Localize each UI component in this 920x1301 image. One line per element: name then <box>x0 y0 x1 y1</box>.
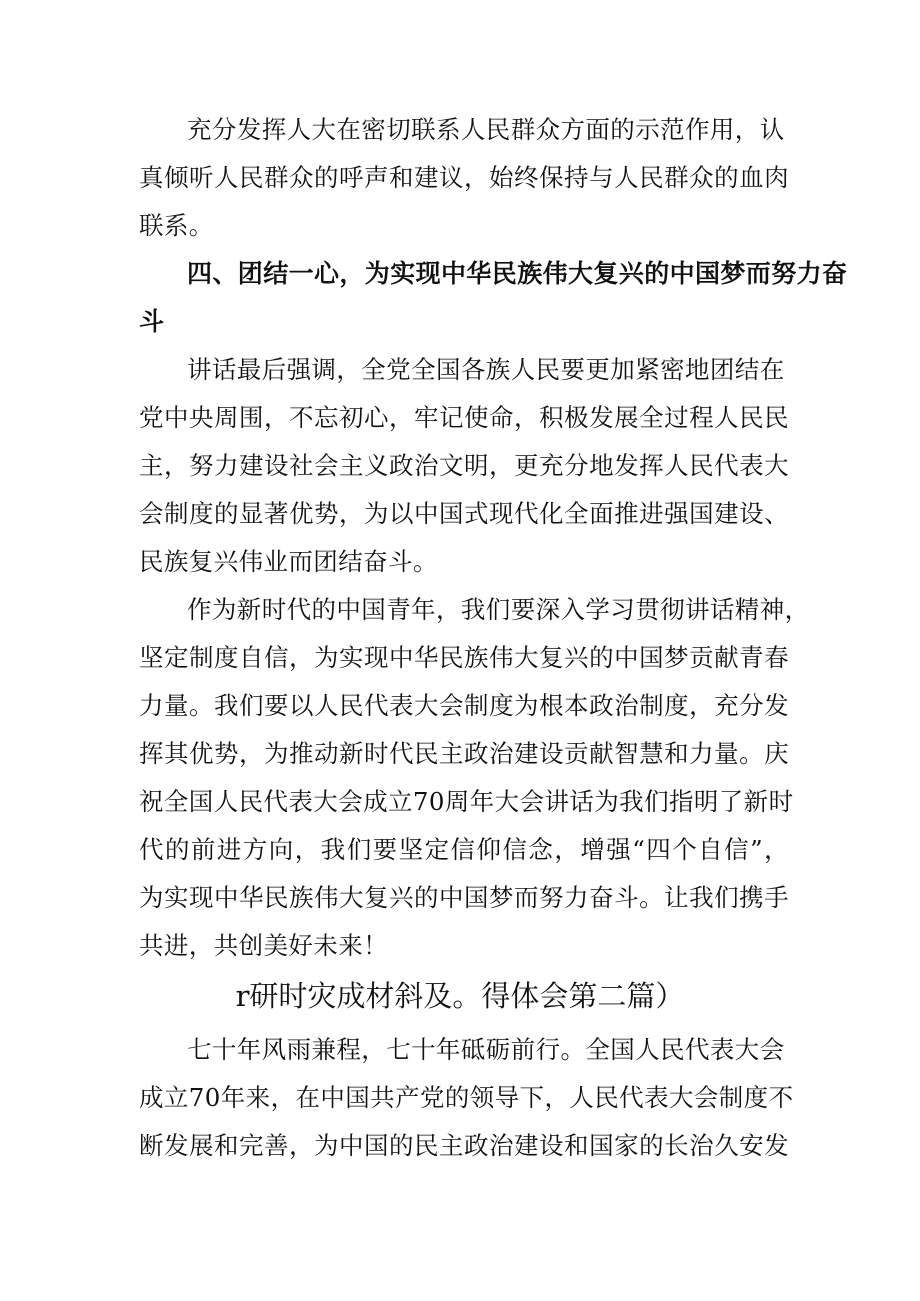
paragraph-line: 代的前进方向，我们要坚定信仰信念，增强“四个自信”， <box>139 835 789 864</box>
paragraph-line: 为实现中华民族伟大复兴的中国梦而努力奋斗。让我们携手 <box>139 883 789 912</box>
paragraph-line: 民族复兴伟业而团结奋斗。 <box>139 547 438 576</box>
paragraph-line: 党中央周围，不忘初心，牢记使命，积极发展全过程人民民 <box>139 403 789 432</box>
paragraph-line: 讲话最后强调，全党全国各族人民要更加紧密地团结在 <box>187 355 785 384</box>
paragraph-line: 真倾听人民群众的呼声和建议，始终保持与人民群众的血肉 <box>139 163 789 192</box>
paragraph-line: 力量。我们要以人民代表大会制度为根本政治制度，充分发 <box>139 691 789 720</box>
paragraph-line: 充分发挥人大在密切联系人民群众方面的示范作用，认 <box>187 115 785 144</box>
paragraph-line: 七十年风雨兼程，七十年砥砺前行。全国人民代表大会 <box>187 1035 785 1064</box>
paragraph-line: 会制度的显著优势，为以中国式现代化全面推进强国建设、 <box>139 499 789 528</box>
paragraph-line: 断发展和完善，为中国的民主政治建设和国家的长治久安发 <box>139 1131 789 1160</box>
paragraph-line: 作为新时代的中国青年，我们要深入学习贯彻讲话精神， <box>187 595 810 624</box>
section-subtitle: r研时灾成材斜及。得体会第二篇） <box>235 979 685 1013</box>
section-heading-continued: 斗 <box>139 307 165 336</box>
section-heading: 四、团结一心，为实现中华民族伟大复兴的中国梦而努力奋 <box>187 259 848 288</box>
paragraph-line: 挥其优势，为推动新时代民主政治建设贡献智慧和力量。庆 <box>139 739 789 768</box>
paragraph-line: 成立70年来，在中国共产党的领导下，人民代表大会制度不 <box>139 1083 794 1112</box>
paragraph-line: 共进，共创美好未来！ <box>139 931 388 960</box>
paragraph-line: 祝全国人民代表大会成立70周年大会讲话为我们指明了新时 <box>139 787 794 816</box>
paragraph-line: 坚定制度自信，为实现中华民族伟大复兴的中国梦贡献青春 <box>139 643 789 672</box>
paragraph-line: 联系。 <box>139 211 214 240</box>
paragraph-line: 主，努力建设社会主义政治文明，更充分地发挥人民代表大 <box>139 451 789 480</box>
